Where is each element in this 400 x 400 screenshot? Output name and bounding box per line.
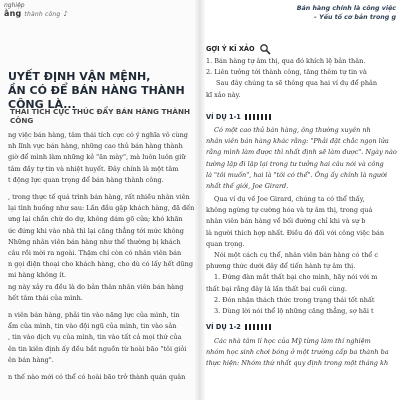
body-line: , trong thực tế quá trình bán hàng, rất nhiều nhân viên — [8, 193, 190, 202]
example1-body-line: 2. Đón nhận thách thức trong trạng thái tốt nhất — [214, 295, 375, 304]
right-header-title: Bán hàng chính là công việc — [296, 5, 396, 12]
hatched-bar-icon — [245, 114, 273, 120]
example1-body-line: là người thích hợp nhất. Điều đó đối với công việc bán — [206, 228, 385, 237]
right-page — [200, 0, 400, 400]
example1-italic-line: Có một cao thủ bán hàng, ông thường xuyên nh — [214, 126, 371, 134]
example1-body-line: Nói một cách cụ thể, nhân viên bán hàng có thể c — [214, 251, 378, 260]
section-title: THÁI TÍCH CỰC THÚC ĐẨY BÁN HÀNG THÀNH CÔNG — [10, 107, 190, 125]
hatched-bar-icon — [245, 324, 273, 330]
example2-italic-line: Các nhà tâm lí học của Mỹ từng làm thí nghiệm — [214, 337, 371, 345]
example1-heading-label: VÍ DỤ 1-1 — [206, 113, 241, 121]
example1-body-line: 3. Dùng lời nói thể lộ những căng thẳng, sợ hãi t — [214, 307, 374, 316]
magnifier-icon — [259, 43, 271, 55]
example1-body-line: không ngừng tự cường hóa và tự âm thị, trong quá — [206, 206, 373, 215]
body-line: giờ để mình làm những kẻ "ăn mày", mà luôn luôn giữ — [8, 153, 186, 162]
body-line: Những nhân viên bán hàng như thế thường bị khách — [8, 237, 181, 246]
body-line: nh lĩnh vực bán hàng, những cao thủ bán hàng thành — [8, 142, 183, 151]
body-line: câu rồi mời ra ngoài. Thậm chí còn có nhân viên bán — [8, 249, 182, 258]
example1-body-line: Qua ví dụ về Joe Girard, chúng ta có thể thấy, — [214, 195, 365, 203]
body-line: lại tình huống như sau: Lần đầu gặp khách hàng, đã đến — [8, 204, 194, 213]
left-header-italic: thành công — [24, 11, 61, 18]
example1-italic-line: là "tôi muốn", hai là "tôi có thể". Ông ấy chính là người — [206, 170, 388, 179]
example1-body-line: nhân viên bán hàng về bối đường chỉ khi và sự b — [206, 217, 366, 226]
body-line: mi hàng không ít. — [8, 271, 66, 280]
tips-heading-label: GỢI Ý KĨ XẢO — [206, 45, 255, 53]
body-line: tâm đầy tự tin và nhiệt huyết. Đây chính là một tâm — [8, 164, 179, 173]
example1-italic-line: nhân viên bán hàng khác rằng: "Phải đặt chắc ngọn lửa — [206, 137, 389, 146]
tips-text — [206, 56, 398, 101]
example2-heading-label: VÍ DỤ 1-2 — [206, 323, 241, 331]
body-line: , tin vào dịch vụ của mình, tin vào tất cả mọi thứ của — [8, 333, 182, 342]
body-line: ức đứng khi vào nhà thì lại căng thẳng tới mức không — [8, 226, 184, 235]
body-line: t động lực quan trọng để bán hàng thành công. — [8, 175, 164, 184]
example1-italic-line: rằng mình làm được thì nhất định sẽ làm được". Ngày nào — [206, 148, 397, 157]
body-line: ng này xảy ra đều là do bản thân nhân viên bán hàng — [8, 282, 184, 291]
left-header-line2 — [4, 9, 68, 18]
body-line: n thế nào mới có thể có hoài bão trở thành quán quân — [8, 373, 186, 382]
example1-body-text — [206, 194, 398, 317]
example1-body-line: phương thức dưới đây để tiến hành tự âm thị. — [206, 262, 356, 271]
body-line: n gọi điện thoại cho khách hàng, cho dù có lấy hết dũng — [8, 260, 193, 269]
left-header-line1: nghiệp — [4, 2, 25, 9]
body-line: ên bán hàng". — [8, 355, 54, 364]
chapter-title — [8, 70, 196, 112]
example2-italic-line: nhóm học sinh chơi bóng ở một trường cấp ba thành ba — [206, 348, 389, 357]
chapter-title-line1: UYẾT ĐỊNH VẬN MỆNH, — [8, 70, 151, 83]
book-gutter — [195, 0, 205, 400]
tips-line: 2. Liên tưởng tới thành công, tăng thêm tự tin và — [206, 68, 367, 77]
tips-line: Sau đây chúng ta sẽ thông qua hai ví dụ để phân — [216, 79, 378, 88]
tips-heading — [206, 43, 271, 55]
body-line: ưng lại chần chừ do dự, không dám gõ cửa; khó khăn — [8, 215, 183, 224]
example2-italic-line: thực hiện: Nhóm thứ nhất quy định trong một tháng kh — [206, 359, 389, 368]
example1-body-line: 1. Đứng đàn mắt thất bại cho mình, hãy nói với m — [214, 273, 378, 282]
tips-line: 1. Bán hàng tự âm thị, qua đó khích lệ bản thân. — [206, 57, 366, 65]
example1-heading — [206, 113, 273, 121]
tips-line: kĩ xảo này. — [206, 90, 241, 99]
body-line: ng việc bán hàng, tâm thái tích cực có ý nghĩa vô cùng — [8, 131, 188, 139]
example1-italic-line: tường lặp đi lặp lại trong tư tưởng hai câu nói và công — [206, 159, 384, 168]
left-body-text — [8, 130, 194, 383]
example1-italic-line: nhất thế giới, Joe Girard. — [206, 182, 289, 191]
body-line: hết tâm thái của mình. — [8, 293, 83, 302]
example1-body-line: quan trọng. — [206, 239, 245, 248]
example1-body-line: thất bại rằng đây là lần thất bại cuối cùng. — [206, 284, 347, 293]
left-header-bold: ằng — [4, 9, 22, 18]
right-header-subtitle: – Yếu tố cơ bản trong g — [313, 14, 396, 21]
body-line: n viên bán hàng, phải tin vào năng lực của mình, tin — [8, 311, 180, 320]
music-note-icon: ♪ — [63, 10, 69, 18]
example1-italic-text — [206, 125, 398, 192]
example2-italic-text — [206, 336, 398, 370]
chapter-title-line2: ẦN CÓ ĐỂ BÁN HÀNG THÀNH CÔNG LÀ... — [8, 84, 185, 111]
left-page-header — [4, 2, 68, 18]
example2-heading — [206, 323, 273, 331]
body-line: ẩm của mình, tin vào đội ngũ của mình, tin vào sản — [8, 322, 177, 331]
body-line: ên tin kiên định ấy đều bắt nguồn từ hoài bão "tôi giỏi — [8, 344, 187, 353]
right-page-header — [206, 4, 396, 22]
